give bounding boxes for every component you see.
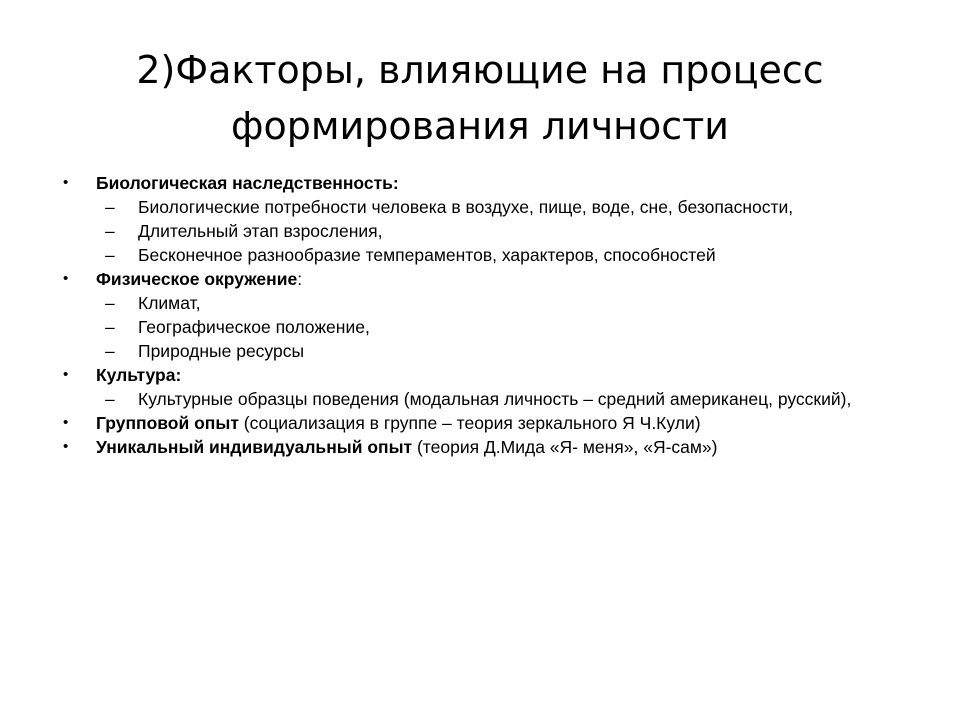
sub-list-item — [63, 196, 923, 218]
bullet-icon: • — [63, 366, 69, 383]
dash-icon: – — [105, 341, 115, 361]
list-item-heading: Биологическая наследственность: — [96, 173, 399, 193]
bullet-icon: • — [63, 270, 69, 287]
list-item-text: (теория Д.Мида «Я- меня», «Я-сам») — [412, 437, 718, 457]
sub-list-item — [63, 340, 923, 362]
sub-list-item-text: Культурные образцы поведения (модальная личность – средний американец, русский), — [138, 389, 852, 409]
slide-title-line-1: 2)Факторы, влияющие на процесс — [136, 48, 824, 92]
sub-list-item-text: Природные ресурсы — [138, 341, 305, 361]
list-item — [63, 268, 923, 290]
bullet-icon: • — [63, 414, 69, 431]
sub-list-item-text: Географическое положение, — [138, 317, 370, 337]
sub-list-item-text: Длительный этап взросления, — [138, 221, 383, 241]
sub-list-item — [63, 316, 923, 338]
list-item — [63, 412, 923, 434]
sub-list-item — [63, 388, 923, 410]
dash-icon: – — [105, 221, 115, 241]
sub-list-item-text: Биологические потребности человека в воздухе, пище, воде, сне, безопасности, — [138, 197, 794, 217]
bullet-list — [63, 172, 923, 460]
list-item-text: : — [297, 269, 303, 289]
sub-list-item-text: Бесконечное разнообразие темпераментов, характеров, способностей — [138, 245, 716, 265]
list-item-heading: Культура: — [96, 365, 182, 385]
bullet-icon: • — [63, 438, 69, 455]
list-item — [63, 172, 923, 194]
dash-icon: – — [105, 389, 115, 409]
list-item — [63, 364, 923, 386]
sub-list-item — [63, 220, 923, 242]
list-item-text: (социализация в группе – теория зеркального Я Ч.Кули) — [238, 413, 701, 433]
dash-icon: – — [105, 245, 115, 265]
slide-title — [0, 42, 960, 154]
dash-icon: – — [105, 317, 115, 337]
dash-icon: – — [105, 197, 115, 217]
list-item-heading: Уникальный индивидуальный опыт — [96, 437, 413, 457]
list-item — [63, 436, 923, 458]
sub-list-item — [63, 244, 923, 266]
sub-list-item-text: Климат, — [138, 293, 201, 313]
dash-icon: – — [105, 293, 115, 313]
slide-title-line-2: формирования личности — [230, 104, 729, 148]
list-item-heading: Групповой опыт — [96, 413, 239, 433]
sub-list-item — [63, 292, 923, 314]
list-item-heading: Физическое окружение — [96, 269, 298, 289]
bullet-icon: • — [63, 174, 69, 191]
